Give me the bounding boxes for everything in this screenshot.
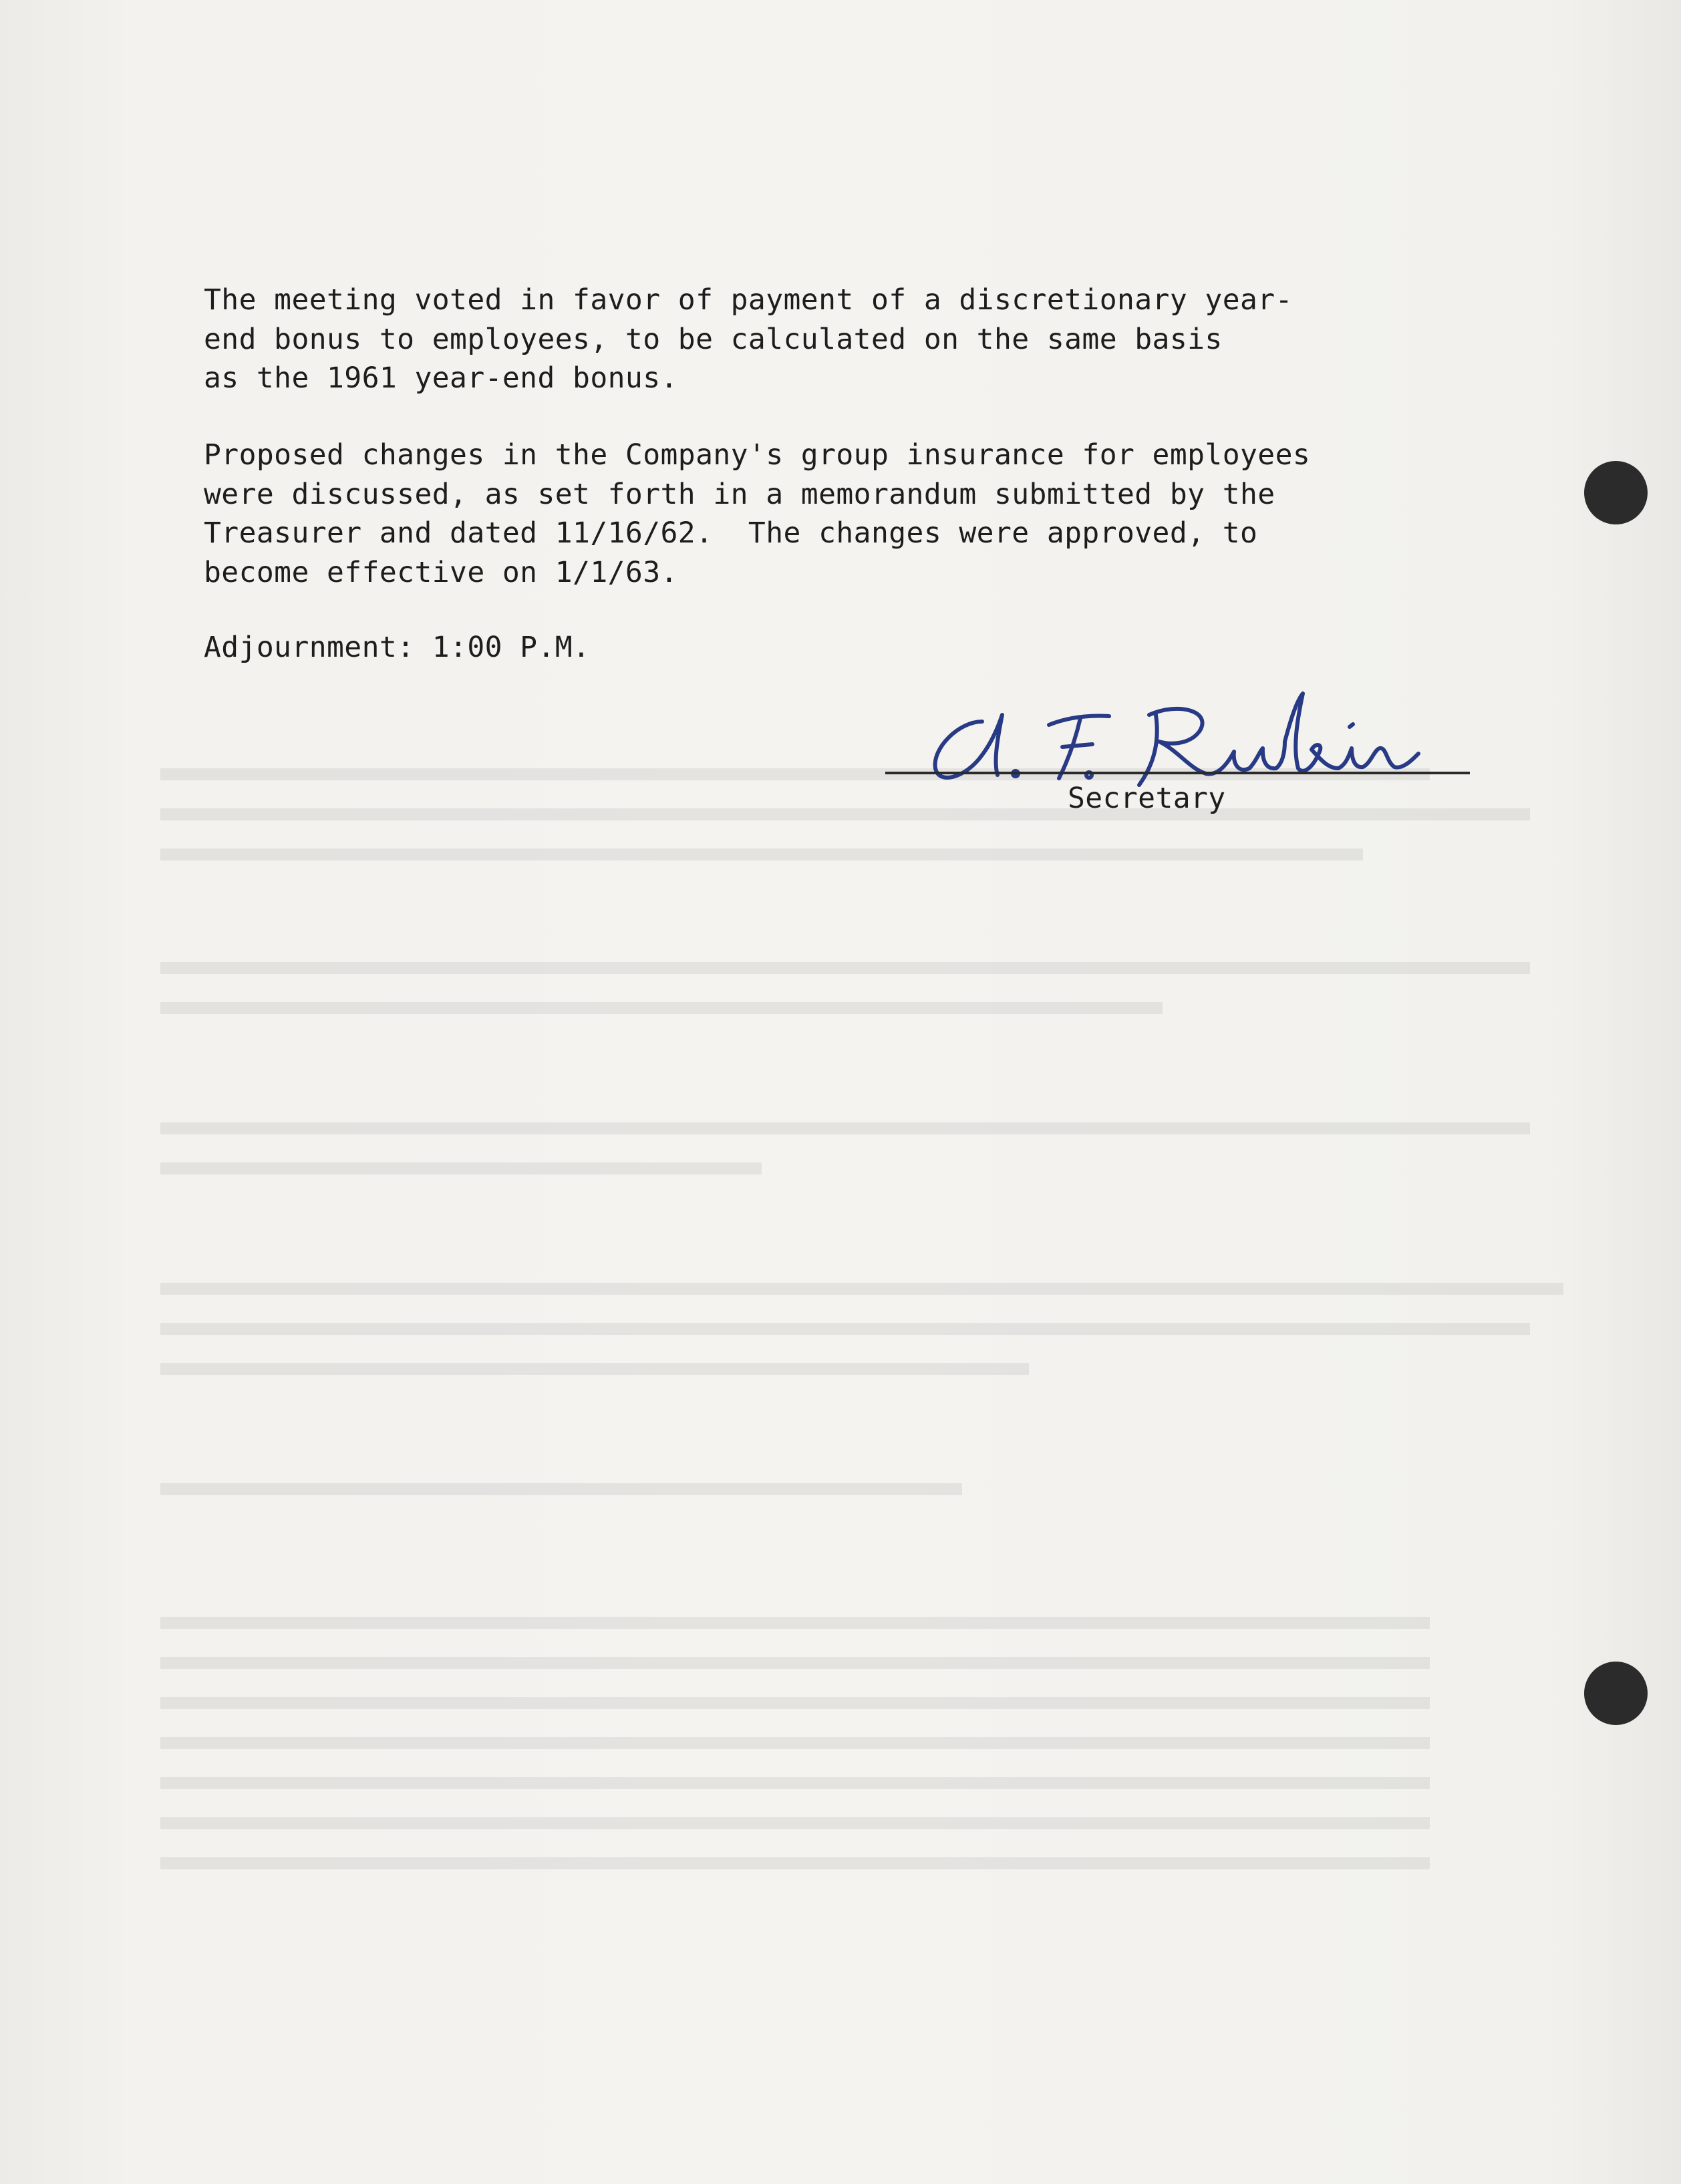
insurance-paragraph: Proposed changes in the Company's group insurance for employees were discussed, as set forth in a memorandum submitted by the Treasurer and dated 11/16/62. The changes were approved, to become effective on 1/1/63. [204, 438, 1311, 589]
punch-hole [1584, 1662, 1648, 1725]
signature-line [885, 772, 1470, 774]
secretary-title: Secretary [1068, 782, 1226, 815]
adjournment-line: Adjournment: 1:00 P.M. [204, 631, 591, 664]
bonus-paragraph: The meeting voted in favor of payment of a discretionary year- end bonus to employees, to be calculated on the same basis as the 1961 year-end bonus. [204, 283, 1293, 395]
punch-hole [1584, 461, 1648, 524]
